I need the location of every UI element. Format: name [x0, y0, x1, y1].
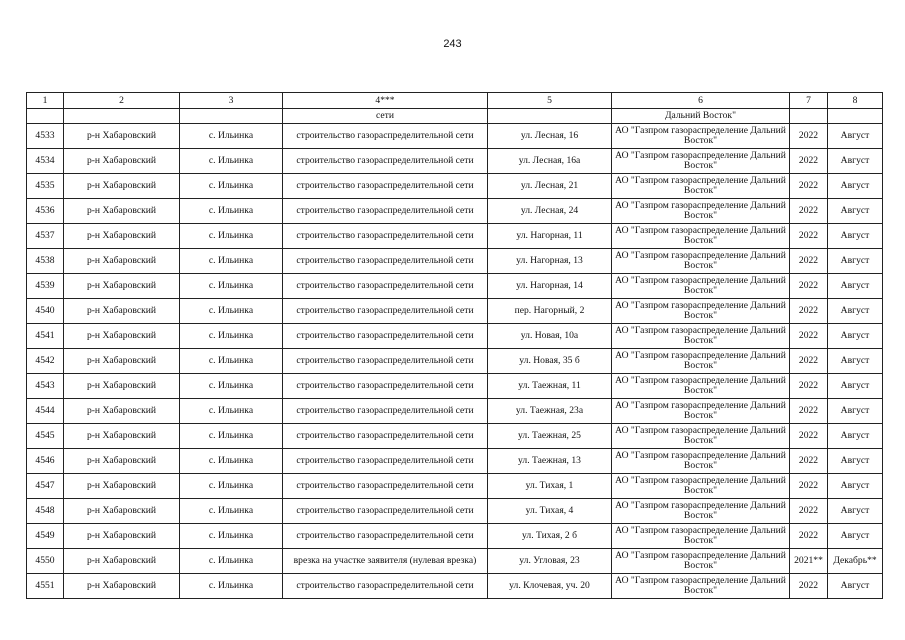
cell-address: ул. Клочевая, уч. 20: [488, 574, 612, 599]
cell-district: р-н Хабаровский: [64, 574, 180, 599]
cell-address: ул. Тихая, 4: [488, 499, 612, 524]
cell-settlement: с. Ильинка: [180, 174, 283, 199]
cell-work-type: 4***: [283, 93, 488, 109]
table-row: [27, 249, 883, 274]
cell-year: 2022: [790, 349, 828, 374]
cell-organization: АО "Газпром газораспределение Дальний Восток": [612, 399, 790, 424]
cell-month: Август: [828, 124, 883, 149]
cell-number: 4536: [27, 199, 64, 224]
cell-month: Декабрь**: [828, 549, 883, 574]
cell-district: р-н Хабаровский: [64, 124, 180, 149]
cell-organization: АО "Газпром газораспределение Дальний Восток": [612, 174, 790, 199]
cell-district: р-н Хабаровский: [64, 499, 180, 524]
cell-work-type: строительство газораспределительной сети: [283, 299, 488, 324]
table-row: [27, 449, 883, 474]
cell-month: [828, 109, 883, 124]
cell-organization: АО "Газпром газораспределение Дальний Восток": [612, 499, 790, 524]
cell-year: 2022: [790, 574, 828, 599]
cell-organization: АО "Газпром газораспределение Дальний Восток": [612, 524, 790, 549]
cell-number: 4537: [27, 224, 64, 249]
cell-year: 2022: [790, 174, 828, 199]
cell-district: р-н Хабаровский: [64, 249, 180, 274]
cell-settlement: с. Ильинка: [180, 274, 283, 299]
cell-organization: АО "Газпром газораспределение Дальний Восток": [612, 549, 790, 574]
cell-number: 4546: [27, 449, 64, 474]
cell-address: ул. Нагорная, 13: [488, 249, 612, 274]
cell-district: [64, 109, 180, 124]
cell-month: Август: [828, 224, 883, 249]
cell-address: ул. Таежная, 25: [488, 424, 612, 449]
cell-settlement: с. Ильинка: [180, 199, 283, 224]
cell-year: [790, 109, 828, 124]
cell-work-type: строительство газораспределительной сети: [283, 374, 488, 399]
cell-address: ул. Тихая, 2 б: [488, 524, 612, 549]
table-row: [27, 574, 883, 599]
cell-month: 8: [828, 93, 883, 109]
cell-work-type: строительство газораспределительной сети: [283, 249, 488, 274]
cell-number: 4539: [27, 274, 64, 299]
cell-address: ул. Тихая, 1: [488, 474, 612, 499]
cell-work-type: строительство газораспределительной сети: [283, 149, 488, 174]
cell-organization: 6: [612, 93, 790, 109]
cell-year: 2022: [790, 124, 828, 149]
cell-month: Август: [828, 299, 883, 324]
cell-year: 2022: [790, 299, 828, 324]
cell-district: р-н Хабаровский: [64, 474, 180, 499]
cell-address: ул. Лесная, 16: [488, 124, 612, 149]
cell-number: 4548: [27, 499, 64, 524]
cell-number: 4547: [27, 474, 64, 499]
table-row: [27, 174, 883, 199]
cell-address: [488, 109, 612, 124]
cell-year: 2022: [790, 399, 828, 424]
cell-district: р-н Хабаровский: [64, 424, 180, 449]
cell-month: Август: [828, 274, 883, 299]
cell-settlement: с. Ильинка: [180, 574, 283, 599]
cell-work-type: строительство газораспределительной сети: [283, 349, 488, 374]
cell-settlement: с. Ильинка: [180, 249, 283, 274]
cell-settlement: с. Ильинка: [180, 149, 283, 174]
cell-work-type: врезка на участке заявителя (нулевая врезка): [283, 549, 488, 574]
cell-address: ул. Новая, 35 б: [488, 349, 612, 374]
cell-district: р-н Хабаровский: [64, 324, 180, 349]
cell-organization: АО "Газпром газораспределение Дальний Восток": [612, 574, 790, 599]
cell-month: Август: [828, 324, 883, 349]
cell-number: 4533: [27, 124, 64, 149]
cell-month: Август: [828, 574, 883, 599]
table-row: [27, 524, 883, 549]
cell-organization: АО "Газпром газораспределение Дальний Восток": [612, 149, 790, 174]
cell-organization: АО "Газпром газораспределение Дальний Восток": [612, 349, 790, 374]
cell-district: р-н Хабаровский: [64, 374, 180, 399]
table-row: [27, 149, 883, 174]
table-row: [27, 124, 883, 149]
cell-settlement: с. Ильинка: [180, 499, 283, 524]
cell-address: пер. Нагорный, 2: [488, 299, 612, 324]
cell-address: ул. Новая, 10а: [488, 324, 612, 349]
cell-month: Август: [828, 499, 883, 524]
cell-year: 2022: [790, 374, 828, 399]
cell-organization: АО "Газпром газораспределение Дальний Восток": [612, 374, 790, 399]
cell-work-type: сети: [283, 109, 488, 124]
table-row: [27, 549, 883, 574]
table-row: [27, 199, 883, 224]
cell-number: [27, 109, 64, 124]
cell-work-type: строительство газораспределительной сети: [283, 199, 488, 224]
cell-organization: АО "Газпром газораспределение Дальний Восток": [612, 449, 790, 474]
cell-month: Август: [828, 149, 883, 174]
table-row: [27, 374, 883, 399]
cell-month: Август: [828, 474, 883, 499]
cell-address: ул. Лесная, 16а: [488, 149, 612, 174]
table-row: [27, 349, 883, 374]
cell-organization: АО "Газпром газораспределение Дальний Восток": [612, 124, 790, 149]
cell-district: р-н Хабаровский: [64, 174, 180, 199]
cell-district: р-н Хабаровский: [64, 349, 180, 374]
cell-year: 2022: [790, 199, 828, 224]
cell-number: 4544: [27, 399, 64, 424]
cell-settlement: с. Ильинка: [180, 424, 283, 449]
cell-settlement: с. Ильинка: [180, 399, 283, 424]
cell-organization: АО "Газпром газораспределение Дальний Восток": [612, 224, 790, 249]
cell-organization: АО "Газпром газораспределение Дальний Восток": [612, 249, 790, 274]
cell-settlement: с. Ильинка: [180, 224, 283, 249]
cell-year: 2022: [790, 424, 828, 449]
cell-address: ул. Лесная, 24: [488, 199, 612, 224]
table-row: [27, 399, 883, 424]
cell-organization: АО "Газпром газораспределение Дальний Восток": [612, 474, 790, 499]
page-number: 243: [443, 38, 462, 50]
cell-month: Август: [828, 449, 883, 474]
cell-month: Август: [828, 524, 883, 549]
cell-district: р-н Хабаровский: [64, 299, 180, 324]
cell-address: ул. Нагорная, 11: [488, 224, 612, 249]
cell-month: Август: [828, 174, 883, 199]
cell-number: 4540: [27, 299, 64, 324]
cell-year: 2022: [790, 274, 828, 299]
cell-settlement: с. Ильинка: [180, 124, 283, 149]
cell-district: р-н Хабаровский: [64, 149, 180, 174]
cell-number: 4541: [27, 324, 64, 349]
cell-number: 4535: [27, 174, 64, 199]
cell-address: ул. Нагорная, 14: [488, 274, 612, 299]
cell-number: 4545: [27, 424, 64, 449]
table-row: [27, 224, 883, 249]
cell-number: 1: [27, 93, 64, 109]
cell-settlement: с. Ильинка: [180, 374, 283, 399]
cell-year: 2022: [790, 524, 828, 549]
cell-month: Август: [828, 249, 883, 274]
cell-number: 4534: [27, 149, 64, 174]
cell-settlement: с. Ильинка: [180, 349, 283, 374]
cell-year: 2022: [790, 149, 828, 174]
header-row: [27, 93, 883, 109]
cell-settlement: 3: [180, 93, 283, 109]
cell-month: Август: [828, 349, 883, 374]
cell-work-type: строительство газораспределительной сети: [283, 274, 488, 299]
cell-year: 2022: [790, 449, 828, 474]
table-row: [27, 324, 883, 349]
cell-settlement: [180, 109, 283, 124]
cell-district: р-н Хабаровский: [64, 449, 180, 474]
cell-work-type: строительство газораспределительной сети: [283, 524, 488, 549]
cell-district: р-н Хабаровский: [64, 224, 180, 249]
continuation-row: [27, 109, 883, 124]
cell-number: 4538: [27, 249, 64, 274]
table-row: [27, 274, 883, 299]
cell-settlement: с. Ильинка: [180, 524, 283, 549]
cell-work-type: строительство газораспределительной сети: [283, 399, 488, 424]
table-row: [27, 424, 883, 449]
cell-organization: АО "Газпром газораспределение Дальний Восток": [612, 199, 790, 224]
table-row: [27, 499, 883, 524]
table-row: [27, 474, 883, 499]
cell-district: р-н Хабаровский: [64, 199, 180, 224]
cell-work-type: строительство газораспределительной сети: [283, 224, 488, 249]
cell-number: 4549: [27, 524, 64, 549]
cell-address: ул. Таежная, 13: [488, 449, 612, 474]
cell-address: ул. Угловая, 23: [488, 549, 612, 574]
cell-settlement: с. Ильинка: [180, 324, 283, 349]
cell-address: ул. Таежная, 11: [488, 374, 612, 399]
cell-district: 2: [64, 93, 180, 109]
cell-number: 4550: [27, 549, 64, 574]
cell-organization: АО "Газпром газораспределение Дальний Восток": [612, 424, 790, 449]
cell-address: 5: [488, 93, 612, 109]
cell-number: 4543: [27, 374, 64, 399]
cell-year: 2021**: [790, 549, 828, 574]
cell-work-type: строительство газораспределительной сети: [283, 574, 488, 599]
table-row: [27, 299, 883, 324]
cell-settlement: с. Ильинка: [180, 299, 283, 324]
cell-address: ул. Лесная, 21: [488, 174, 612, 199]
cell-number: 4551: [27, 574, 64, 599]
cell-work-type: строительство газораспределительной сети: [283, 499, 488, 524]
cell-work-type: строительство газораспределительной сети: [283, 324, 488, 349]
cell-settlement: с. Ильинка: [180, 449, 283, 474]
cell-organization: АО "Газпром газораспределение Дальний Восток": [612, 299, 790, 324]
cell-number: 4542: [27, 349, 64, 374]
cell-year: 2022: [790, 474, 828, 499]
cell-year: 2022: [790, 324, 828, 349]
cell-district: р-н Хабаровский: [64, 274, 180, 299]
cell-address: ул. Таежная, 23а: [488, 399, 612, 424]
cell-work-type: строительство газораспределительной сети: [283, 424, 488, 449]
cell-work-type: строительство газораспределительной сети: [283, 174, 488, 199]
cell-district: р-н Хабаровский: [64, 399, 180, 424]
cell-organization: Дальний Восток": [612, 109, 790, 124]
cell-work-type: строительство газораспределительной сети: [283, 449, 488, 474]
cell-district: р-н Хабаровский: [64, 549, 180, 574]
cell-month: Август: [828, 199, 883, 224]
cell-year: 2022: [790, 499, 828, 524]
cell-month: Август: [828, 399, 883, 424]
cell-work-type: строительство газораспределительной сети: [283, 124, 488, 149]
cell-district: р-н Хабаровский: [64, 524, 180, 549]
cell-work-type: строительство газораспределительной сети: [283, 474, 488, 499]
cell-settlement: с. Ильинка: [180, 474, 283, 499]
data-table: [26, 92, 883, 599]
cell-year: 7: [790, 93, 828, 109]
cell-settlement: с. Ильинка: [180, 549, 283, 574]
cell-month: Август: [828, 424, 883, 449]
cell-organization: АО "Газпром газораспределение Дальний Восток": [612, 324, 790, 349]
cell-year: 2022: [790, 249, 828, 274]
cell-year: 2022: [790, 224, 828, 249]
cell-month: Август: [828, 374, 883, 399]
cell-organization: АО "Газпром газораспределение Дальний Восток": [612, 274, 790, 299]
